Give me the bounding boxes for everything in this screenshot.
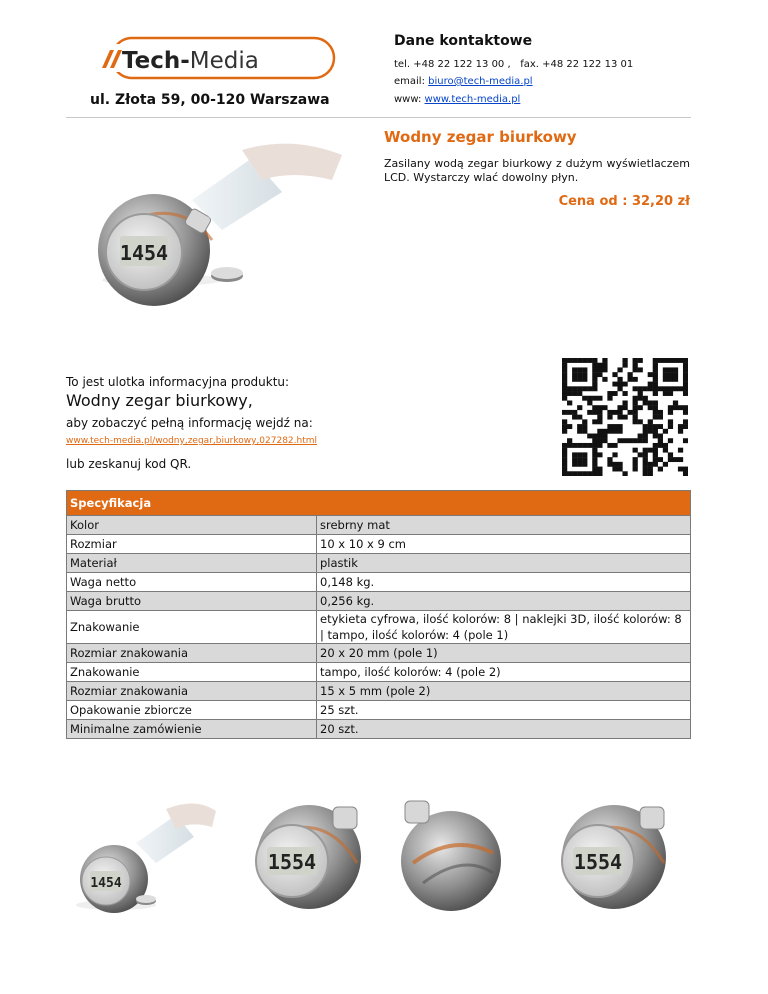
spec-label: Rozmiar znakowania: [67, 682, 317, 701]
phone-line: [394, 59, 633, 70]
spec-row: [67, 701, 691, 720]
spec-value: 0,256 kg.: [317, 592, 691, 611]
spec-row: [67, 573, 691, 592]
spec-value: 15 x 5 mm (pole 2): [317, 682, 691, 701]
product-price: Cena od : 32,20 zł: [558, 194, 690, 209]
spec-row: [67, 611, 691, 644]
product-title: Wodny zegar biurkowy: [384, 128, 577, 146]
spec-value: tampo, ilość kolorów: 4 (pole 2): [317, 663, 691, 682]
spec-row: [67, 554, 691, 573]
spec-row: [67, 644, 691, 663]
spec-value: 25 szt.: [317, 701, 691, 720]
spec-value: 10 x 10 x 9 cm: [317, 535, 691, 554]
product-main-photo: [92, 130, 362, 330]
leaflet-product-name: Wodny zegar biurkowy,: [66, 391, 253, 410]
leaflet-qr-text: lub zeskanuj kod QR.: [66, 457, 192, 471]
gallery-photo-3: [393, 793, 545, 915]
fax-number: fax. +48 22 122 13 01: [520, 59, 634, 70]
contact-title: Dane kontaktowe: [394, 33, 533, 49]
spec-row: [67, 592, 691, 611]
qr-code[interactable]: [562, 358, 688, 476]
header-divider: [66, 117, 691, 118]
phone-number: tel. +48 22 122 13 00 ,: [394, 59, 511, 70]
spec-value: plastik: [317, 554, 691, 573]
spec-value: 0,148 kg.: [317, 573, 691, 592]
logo-text-media: Media: [189, 48, 259, 74]
spec-label: Waga brutto: [67, 592, 317, 611]
website-line: [394, 94, 520, 105]
leaflet-more-info: aby zobaczyć pełną informację wejdź na:: [66, 416, 313, 430]
email-label: email:: [394, 76, 425, 87]
product-description: Zasilany wodą zegar biurkowy z dużym wyświetlaczem LCD. Wystarczy wlać dowolny płyn.: [384, 157, 690, 184]
gallery-1-clock-display: 1454: [90, 876, 122, 891]
gallery-4-clock-display: 1554: [573, 850, 623, 874]
spec-label: Rozmiar: [67, 535, 317, 554]
company-address: ul. Złota 59, 00-120 Warszawa: [90, 92, 330, 108]
tech-media-logo: [98, 36, 338, 80]
spec-value: 20 x 20 mm (pole 1): [317, 644, 691, 663]
email-link[interactable]: biuro@tech-media.pl: [428, 76, 533, 87]
leaflet-intro: To jest ulotka informacyjna produktu:: [66, 375, 290, 389]
gallery-2-clock-display: 1554: [267, 850, 317, 874]
spec-value: etykieta cyfrowa, ilość kolorów: 8 | naklejki 3D, ilość kolorów: 8 | tampo, ilość kolorów: 4 (pole 1): [317, 611, 691, 644]
main-photo-clock-display: 1454: [119, 241, 169, 265]
spec-row: [67, 516, 691, 535]
gallery-photo-4: [548, 793, 700, 915]
email-line: [394, 76, 533, 87]
spec-row: [67, 720, 691, 739]
spec-label: Waga netto: [67, 573, 317, 592]
spec-row: [67, 535, 691, 554]
spec-value: 20 szt.: [317, 720, 691, 739]
website-link[interactable]: www.tech-media.pl: [424, 94, 521, 105]
product-page-link[interactable]: www.tech-media.pl/wodny,zegar,biurkowy,027282.html: [66, 436, 318, 446]
spec-row: [67, 682, 691, 701]
gallery-photo-2: [237, 793, 389, 915]
spec-label: Materiał: [67, 554, 317, 573]
spec-label: Opakowanie zbiorcze: [67, 701, 317, 720]
logo-text-tech: Tech-: [122, 48, 190, 74]
spec-label: Minimalne zamówienie: [67, 720, 317, 739]
spec-label: Kolor: [67, 516, 317, 535]
spec-row: [67, 663, 691, 682]
website-label: www:: [394, 94, 422, 105]
svg-text:Tech-Media: [122, 48, 259, 74]
spec-label: Znakowanie: [67, 611, 317, 644]
spec-label: Rozmiar znakowania: [67, 644, 317, 663]
spec-header: Specyfikacja: [67, 491, 691, 516]
gallery-photo-1: [66, 793, 218, 915]
spec-value: srebrny mat: [317, 516, 691, 535]
spec-label: Znakowanie: [67, 663, 317, 682]
spec-table: [66, 490, 691, 739]
